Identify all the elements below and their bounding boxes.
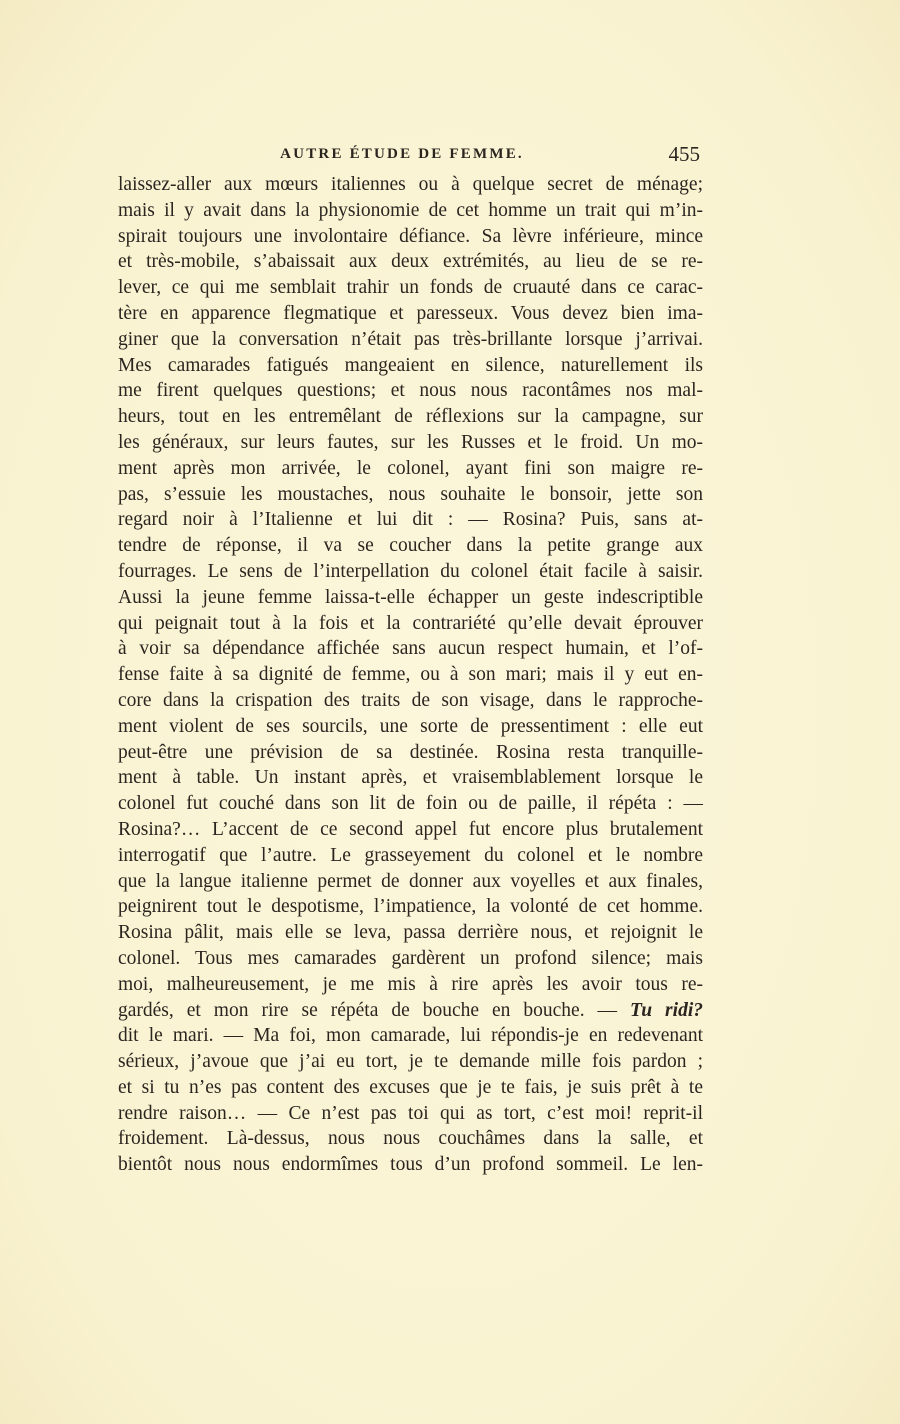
text-line: heurs, tout en les entremêlant de réflexions sur la campagne, sur bbox=[118, 406, 703, 428]
text-line: Rosina pâlit, mais elle se leva, passa derrière nous, et rejoignit le bbox=[118, 922, 703, 944]
text-line: sérieux, j’avoue que j’ai eu tort, je te demande mille fois pardon ; bbox=[118, 1051, 703, 1073]
text-line: tendre de réponse, il va se coucher dans la petite grange aux bbox=[118, 535, 703, 557]
text-segment: gardés, et mon rire se répéta de bouche en bouche. — bbox=[118, 999, 631, 1021]
text-line bbox=[118, 998, 703, 1024]
text-line: me firent quelques questions; et nous nous racontâmes nos mal- bbox=[118, 380, 703, 402]
text-line: Mes camarades fatigués mangeaient en silence, naturellement ils bbox=[118, 354, 703, 376]
text-line: et très-mobile, s’abaissait aux deux extrémités, au lieu de se re- bbox=[118, 251, 703, 273]
text-line: froidement. Là-dessus, nous nous couchâmes dans la salle, et bbox=[118, 1128, 703, 1150]
page-number: 455 bbox=[668, 142, 700, 166]
text-line: et si tu n’es pas content des excuses que je te fais, je suis prêt à te bbox=[118, 1076, 703, 1098]
text-line: peut-être une prévision de sa destinée. Rosina resta tranquille- bbox=[118, 741, 703, 763]
text-line: giner que la conversation n’était pas très-brillante lorsque j’arrivai. bbox=[118, 328, 703, 350]
text-line: ment après mon arrivée, le colonel, ayant fini son maigre re- bbox=[118, 457, 703, 479]
text-line: lever, ce qui me semblait trahir un fonds de cruauté dans ce carac- bbox=[118, 277, 703, 299]
text-line: mais il y avait dans la physionomie de cet homme un trait qui m’in- bbox=[118, 199, 703, 221]
text-line: peignirent tout le despotisme, l’impatience, la volonté de cet homme. bbox=[118, 896, 703, 918]
text-line: rendre raison… — Ce n’est pas toi qui as tort, c’est moi! reprit-il bbox=[118, 1102, 703, 1124]
text-line: qui peignait tout à la fois et la contrariété qu’elle devait éprouver bbox=[118, 612, 703, 634]
text-line: spirait toujours une involontaire défiance. Sa lèvre inférieure, mince bbox=[118, 225, 703, 247]
text-line: fourrages. Le sens de l’interpellation du colonel était facile à saisir. bbox=[118, 560, 703, 582]
text-line: fense faite à sa dignité de femme, ou à son mari; mais il y eut en- bbox=[118, 664, 703, 686]
text-line: ment à table. Un instant après, et vraisemblablement lorsque le bbox=[118, 767, 703, 789]
text-line: dit le mari. — Ma foi, mon camarade, lui répondis-je en redevenant bbox=[118, 1025, 703, 1047]
text-line: laissez-aller aux mœurs italiennes ou à quelque secret de ménage; bbox=[118, 174, 703, 195]
running-title: AUTRE ÉTUDE DE FEMME. bbox=[280, 146, 524, 162]
text-line: ment violent de ses sourcils, une sorte de pressentiment : elle eut bbox=[118, 715, 703, 737]
text-line: pas, s’essuie les moustaches, nous souhaite le bonsoir, jette son bbox=[118, 483, 703, 505]
italic-phrase: Tu ridi? bbox=[630, 999, 703, 1021]
text-line: moi, malheureusement, je me mis à rire après les avoir tous re- bbox=[118, 973, 703, 995]
text-line: les généraux, sur leurs fautes, sur les Russes et le froid. Un mo- bbox=[118, 431, 703, 453]
text-line: interrogatif que l’autre. Le grasseyement du colonel et le nombre bbox=[118, 844, 703, 866]
text-line: colonel fut couché dans son lit de foin ou de paille, il répéta : — bbox=[118, 793, 703, 815]
text-line: bientôt nous nous endormîmes tous d’un profond sommeil. Le len- bbox=[118, 1154, 703, 1176]
text-line: core dans la crispation des traits de son visage, dans le rapproche- bbox=[118, 689, 703, 711]
text-line: que la langue italienne permet de donner aux voyelles et aux finales, bbox=[118, 870, 703, 892]
text-line: Rosina?… L’accent de ce second appel fut encore plus brutalement bbox=[118, 818, 703, 840]
text-line: regard noir à l’Italienne et lui dit : — Rosina? Puis, sans at- bbox=[118, 509, 703, 531]
text-line: tère en apparence flegmatique et paresseux. Vous devez bien ima- bbox=[118, 302, 703, 324]
body-text bbox=[118, 172, 703, 1178]
text-line: à voir sa dépendance affichée sans aucun respect humain, et l’of- bbox=[118, 638, 703, 660]
text-line: colonel. Tous mes camarades gardèrent un profond silence; mais bbox=[118, 947, 703, 969]
page-header bbox=[118, 142, 700, 170]
text-line: Aussi la jeune femme laissa-t-elle échapper un geste indescriptible bbox=[118, 586, 703, 608]
